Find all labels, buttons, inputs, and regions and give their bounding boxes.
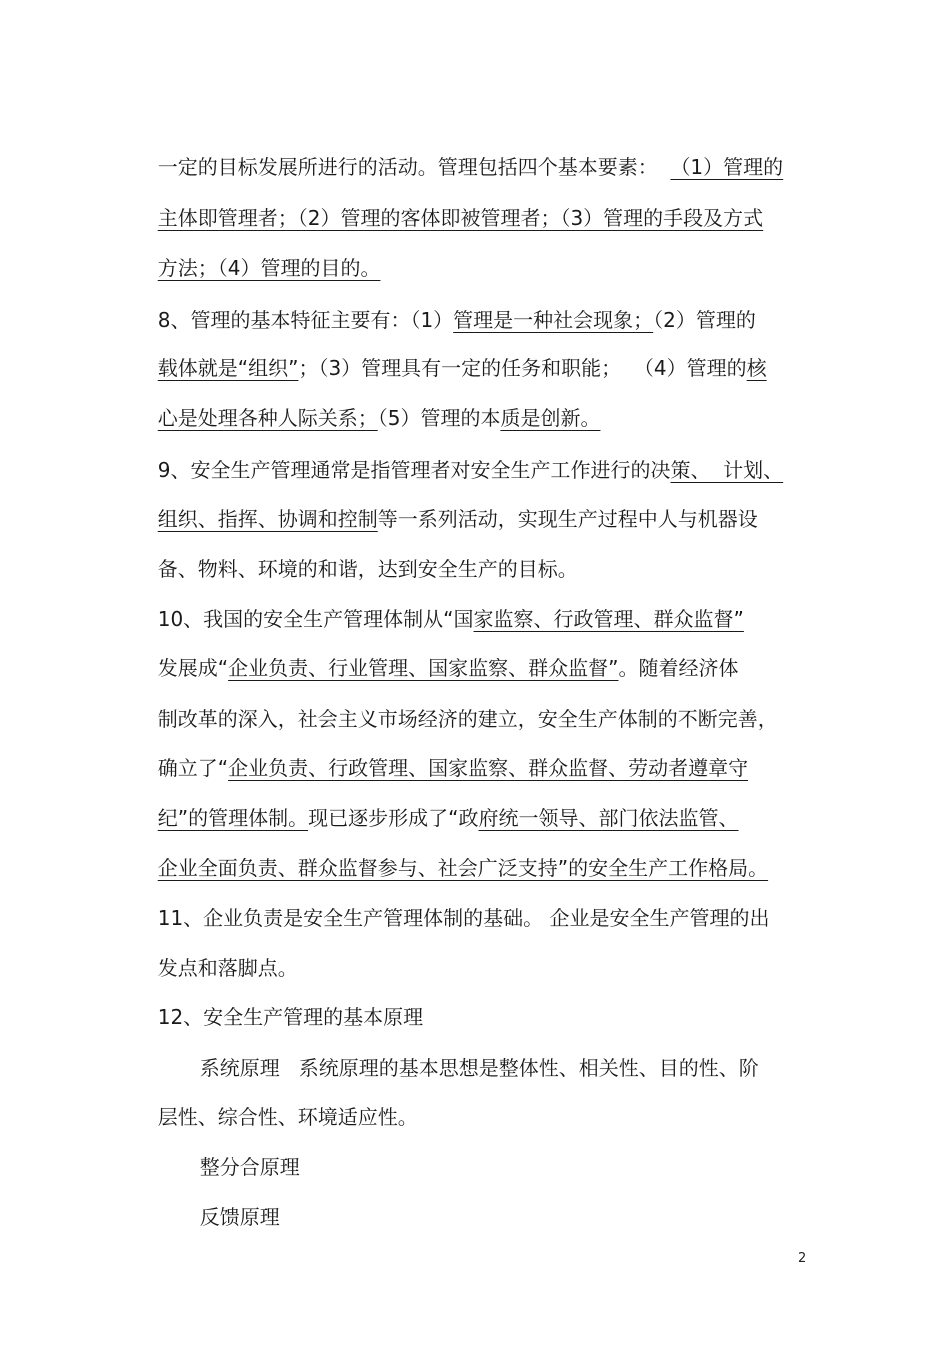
text-span: ；（3）管理具有一定的任务和职能； （4）管理的: [298, 356, 747, 380]
text-line: [145, 879, 770, 931]
text-span: 9、安全生产管理通常是指管理者对安全生产工作进行的决: [157, 458, 671, 482]
underlined-span: 企业负责、行政管理、国家监察、群众监督、劳动者遵章守: [228, 756, 749, 780]
underlined-span: 策、 计划、: [670, 458, 784, 482]
underlined-span: 载体就是“组织”: [157, 356, 299, 380]
text-span: 层性、综合性、环境适应性。: [157, 1105, 418, 1129]
text-line: [145, 929, 298, 981]
text-span: 发展成“: [157, 656, 229, 680]
underlined-span: 纪”的管理体制。: [157, 806, 309, 830]
text-line: [145, 829, 768, 881]
underlined-span: 质是创新。: [500, 406, 601, 430]
text-span: 11、企业负责是安全生产管理体制的基础。 企业是安全生产管理的出: [157, 906, 770, 930]
text-span: 8、管理的基本特征主要有：（1）: [157, 308, 454, 332]
text-line: [145, 729, 748, 781]
text-line: [145, 1078, 418, 1130]
text-line: [145, 680, 778, 732]
text-span: （5）管理的本: [377, 406, 501, 430]
text-span: 。随着经济体: [618, 656, 739, 680]
text-line: [145, 629, 738, 681]
underlined-span: （1）管理的: [670, 155, 784, 179]
text-span: 反馈原理: [199, 1205, 280, 1229]
text-line: [145, 329, 767, 381]
text-span: 备、物料、环境的和谐，达到安全生产的目标。: [157, 557, 578, 581]
text-line: [145, 281, 756, 333]
underlined-span: 组织、指挥、协调和控制: [157, 507, 378, 531]
text-span: 10、我国的安全生产管理体制从“国: [157, 607, 474, 631]
text-line: [145, 480, 758, 532]
text-span: 一定的目标发展所进行的活动。管理包括四个基本要素：: [157, 155, 671, 179]
text-line: [187, 1128, 300, 1180]
text-line: [145, 229, 380, 281]
text-line: [145, 530, 578, 582]
text-span: 系统原理 系统原理的基本思想是整体性、相关性、目的性、阶: [199, 1056, 759, 1080]
text-line: [145, 128, 783, 180]
text-line: [187, 1029, 759, 1081]
text-line: [145, 431, 783, 483]
text-line: [145, 179, 763, 231]
underlined-span: 家监察、行政管理、群众监督”: [473, 607, 744, 631]
underlined-span: 主体即管理者；（2）管理的客体即被管理者；（3）管理的手段及方式: [157, 206, 764, 230]
text-line: [145, 580, 744, 632]
text-line: [187, 1178, 280, 1230]
underlined-span: 府统一领导、部门依法监管、: [478, 806, 739, 830]
text-span: 等一系列活动，实现生产过程中人与机器设: [377, 507, 758, 531]
text-span: 发点和落脚点。: [157, 956, 298, 980]
text-line: [145, 779, 738, 831]
underlined-span: 管理是一种社会现象；: [453, 308, 654, 332]
page-number: 2: [798, 1251, 807, 1266]
text-span: 整分合原理: [199, 1155, 300, 1179]
underlined-span: 核: [746, 356, 767, 380]
text-span: 制改革的深入，社会主义市场经济的建立，安全生产体制的不断完善，: [157, 707, 778, 731]
underlined-span: 企业负责、行业管理、国家监察、群众监督”: [228, 656, 619, 680]
text-span: 现已逐步形成了“政: [308, 806, 479, 830]
text-span: 确立了“: [157, 756, 229, 780]
text-span: 12、安全生产管理的基本原理: [157, 1005, 424, 1029]
underlined-span: 心是处理各种人际关系；: [157, 406, 378, 430]
section-heading: [145, 978, 423, 1030]
text-span: （2）管理的: [653, 308, 756, 332]
text-line: [145, 379, 600, 431]
underlined-span: 方法；（4）管理的目的。: [157, 256, 381, 280]
underlined-span: 企业全面负责、群众监督参与、社会广泛支持”的安全生产工作格局。: [157, 856, 769, 880]
